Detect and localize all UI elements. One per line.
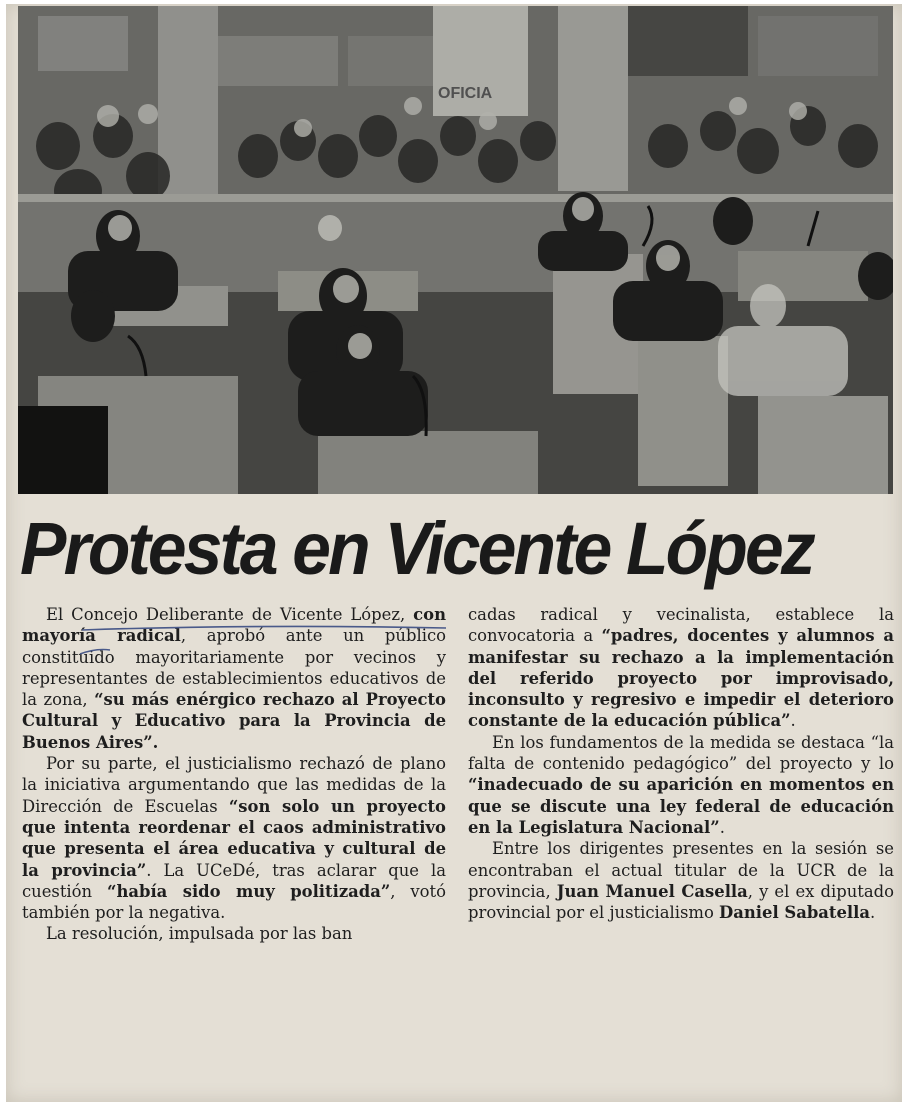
body-text: , y el ex diputado provincial por el justicialismo: [468, 881, 894, 923]
body-text: Entre los dirigentes presentes en la sesión se encontraban el actual titular de la UCR de la provincia,: [468, 839, 894, 901]
body-text: .: [719, 817, 725, 837]
body-text: , aprobó ante un público constituido mayoritariamente por vecinos y representantes de establecimientos educativos de la zona,: [22, 626, 446, 710]
body-text: .: [870, 903, 876, 923]
body-text: Por su parte, el justicialismo rechazó de plano la iniciativa argumentando que las medidas de la Dirección de Escuelas: [22, 754, 446, 816]
body-text: .: [790, 711, 796, 731]
article-paragraph: [22, 753, 446, 923]
article-paragraph: [22, 923, 446, 944]
news-photo: [18, 6, 893, 494]
bold-quote-text: “padres, docentes y alumnos a manifestar su rechazo a la implementación del referido proyecto por improvisado, inconsulto y regresivo e impedir el deterioro constante de la educación pública”: [468, 626, 894, 731]
bold-quote-text: Juan Manuel Casella: [556, 881, 748, 901]
bold-quote-text: con mayoría radical: [22, 605, 446, 646]
bold-quote-text: “su más enérgico rechazo al Proyecto Cultural y Educativo para la Provincia de Buenos Aires”.: [22, 690, 446, 752]
body-text: , votó también por la negativa.: [22, 881, 446, 923]
article-paragraph: [468, 604, 894, 732]
article-column-right: [468, 604, 894, 1004]
bold-quote-text: “había sido muy politizada”: [107, 881, 391, 901]
body-text: El Concejo Deliberante de Vicente López,: [46, 605, 414, 624]
article-paragraph: [468, 838, 894, 923]
body-text: La resolución, impulsada por las ban: [46, 924, 353, 944]
article-paragraph: [468, 732, 894, 838]
article-column-left: [22, 604, 446, 1004]
headline: Protesta en Vicente López: [20, 507, 813, 590]
body-text: . La UCeDé, tras aclarar que la cuestión: [22, 860, 446, 901]
council-session-photo: [18, 6, 893, 494]
newspaper-clipping: [6, 4, 902, 1102]
body-text: cadas radical y vecinalista, establece la convocatoria a: [468, 605, 894, 646]
body-text: En los fundamentos de la medida se destaca “la falta de contenido pedagógico” del proyecto y lo: [468, 732, 894, 774]
bold-quote-text: “son solo un proyecto que intenta reordenar el caos administrativo que presenta el área educativa y cultural de la provincia”: [22, 796, 446, 880]
article-paragraph: [22, 604, 446, 753]
bold-quote-text: “inadecuado de su aparición en momentos en que se discute una ley federal de educación en la Legislatura Nacional”: [468, 775, 894, 837]
bold-quote-text: Daniel Sabatella: [719, 903, 870, 923]
banner-text: OFICIA: [438, 85, 493, 102]
